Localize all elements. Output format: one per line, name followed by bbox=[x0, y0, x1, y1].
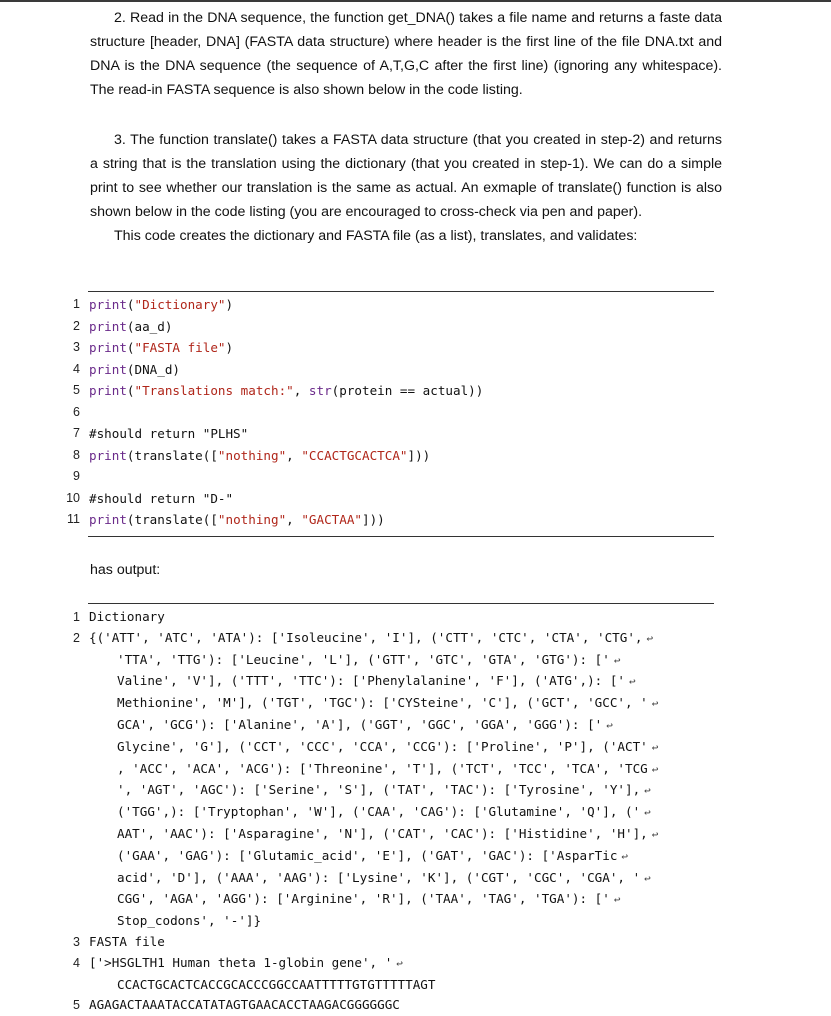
output-text: FASTA file bbox=[89, 933, 165, 949]
return-arrow-icon: ↩ bbox=[644, 806, 651, 820]
output-text: Methionine', 'M'], ('TGT', 'TGC'): ['CYSteine', 'C'], ('GCT', 'GCC', ' bbox=[117, 695, 648, 711]
output-text: Glycine', 'G'], ('CCT', 'CCC', 'CCA', 'CCG'): ['Proline', 'P'], ('ACT' bbox=[117, 738, 648, 754]
return-arrow-icon: ↩ bbox=[646, 631, 654, 645]
line-number: 8 bbox=[73, 447, 80, 462]
step-2-paragraph bbox=[90, 6, 722, 102]
code-listing-top-rule bbox=[88, 291, 714, 292]
return-arrow-icon: ↩ bbox=[621, 849, 629, 863]
code-line bbox=[60, 445, 740, 467]
code-text: print(DNA_d) bbox=[89, 361, 180, 377]
code-text: print("Translations match:", str(protein == actual)) bbox=[89, 383, 484, 398]
return-arrow-icon: ↩ bbox=[644, 784, 651, 798]
output-line bbox=[60, 628, 760, 932]
code-text: print("Dictionary") bbox=[89, 297, 234, 312]
output-line bbox=[60, 995, 760, 1016]
return-arrow-icon: ↩ bbox=[396, 956, 403, 970]
output-text: GCA', 'GCG'): ['Alanine', 'A'], ('GGT', 'GGC', 'GGA', 'GGG'): [' bbox=[117, 716, 603, 732]
code-line bbox=[60, 488, 740, 510]
return-arrow-icon: ↩ bbox=[613, 893, 621, 907]
output-text: acid', 'D'], ('AAA', 'AAG'): ['Lysine', 'K'], ('CGT', 'CGC', 'CGA', ' bbox=[117, 869, 641, 885]
code-line bbox=[60, 316, 740, 338]
output-text-segment bbox=[117, 889, 760, 911]
output-text: ('GAA', 'GAG'): ['Glutamic_acid', 'E'], ('GAT', 'GAC'): ['AsparTic bbox=[117, 847, 618, 863]
return-arrow-icon: ↩ bbox=[606, 718, 613, 732]
output-text: {('ATT', 'ATC', 'ATA'): ['Isoleucine', 'I'], ('CTT', 'CTC', 'CTA', 'CTG', bbox=[89, 629, 643, 645]
line-number: 5 bbox=[73, 383, 80, 397]
line-number: 2 bbox=[73, 318, 80, 333]
line-number: 3 bbox=[73, 340, 80, 354]
intro-text: This code creates the dictionary and FASTA file (as a list), translates, and validates: bbox=[114, 228, 638, 244]
output-text: ['>HSGLTH1 Human theta 1-globin gene', ' bbox=[89, 954, 393, 970]
code-text: #should return "D-" bbox=[89, 490, 234, 506]
output-text-segment bbox=[117, 737, 760, 759]
output-text-segment bbox=[117, 671, 760, 693]
output-text-segment bbox=[89, 953, 760, 975]
output-text-segment bbox=[117, 911, 760, 932]
output-listing bbox=[60, 607, 760, 1016]
output-text: CGG', 'AGA', 'AGG'): ['Arginine', 'R'], ('TAA', 'TAG', 'TGA'): [' bbox=[117, 891, 610, 907]
output-text: AGAGACTAAATACCATATAGTGAACACCTAAGACGGGGGGC bbox=[89, 997, 400, 1013]
output-text: CCACTGCACTCACCGCACCCGGCCAATTTTTGTGTTTTTAGT bbox=[117, 976, 436, 992]
code-listing-bottom-rule bbox=[88, 536, 714, 537]
output-text-segment bbox=[117, 759, 760, 781]
code-listing bbox=[60, 294, 740, 531]
output-text-segment bbox=[89, 995, 760, 1016]
code-text: print("FASTA file") bbox=[89, 340, 234, 355]
output-text: AAT', 'AAC'): ['Asparagine', 'N'], ('CAT', 'CAC'): ['Histidine', 'H'], bbox=[117, 825, 648, 841]
output-line bbox=[60, 953, 760, 996]
line-number: 2 bbox=[73, 630, 80, 645]
code-line bbox=[60, 337, 740, 359]
code-line bbox=[60, 294, 740, 316]
return-arrow-icon: ↩ bbox=[651, 697, 659, 711]
output-text-segment bbox=[117, 868, 760, 890]
line-number: 7 bbox=[73, 426, 80, 440]
has-output-label: has output: bbox=[90, 562, 161, 578]
output-text: , 'ACC', 'ACA', 'ACG'): ['Threonine', 'T'], ('TCT', 'TCC', 'TCA', 'TCG bbox=[117, 760, 648, 776]
step-3-text: 3. The function translate() takes a FASTA data structure (that you created in step-2) and returns a string that is the translation using the dictionary (that you created in step-1). We can do a simple print to see whether our translation is the same as actual. An exmaple of translate() function is also shown below in the code listing (you are encouraged to cross-check via pen and paper). bbox=[90, 132, 722, 220]
step-2-text: 2. Read in the DNA sequence, the function get_DNA() takes a file name and returns a faste data structure [header, DNA] (FASTA data structure) where header is the first line of the file DNA.txt and DNA is the DNA sequence (the sequence of A,T,G,C after the first line) (ignoring any whitespace). The read-in FASTA sequence is also shown below in the code listing. bbox=[90, 10, 722, 98]
output-text-segment bbox=[117, 715, 760, 737]
output-text-segment bbox=[117, 780, 760, 802]
output-text-segment bbox=[117, 802, 760, 824]
output-line bbox=[60, 607, 760, 628]
output-text-segment bbox=[117, 824, 760, 846]
step-3-paragraph bbox=[90, 128, 722, 248]
line-number: 6 bbox=[73, 404, 80, 419]
line-number: 9 bbox=[73, 469, 80, 483]
code-text: print(translate(["nothing", "GACTAA"])) bbox=[89, 512, 385, 527]
output-text-segment bbox=[117, 693, 760, 715]
line-number: 1 bbox=[73, 297, 80, 311]
line-number: 11 bbox=[67, 512, 80, 526]
line-number: 10 bbox=[66, 490, 80, 505]
return-arrow-icon: ↩ bbox=[651, 827, 659, 841]
output-text-segment bbox=[89, 628, 760, 650]
output-text: ', 'AGT', 'AGC'): ['Serine', 'S'], ('TAT', 'TAC'): ['Tyrosine', 'Y'], bbox=[117, 782, 641, 798]
code-line bbox=[60, 402, 740, 424]
line-number: 5 bbox=[73, 998, 80, 1013]
code-text: print(aa_d) bbox=[89, 318, 173, 334]
code-line bbox=[60, 466, 740, 488]
output-text: Dictionary bbox=[89, 609, 165, 624]
output-text-segment bbox=[89, 932, 760, 953]
output-text-segment bbox=[117, 650, 760, 672]
output-listing-top-rule bbox=[88, 603, 714, 604]
output-text: ('TGG',): ['Tryptophan', 'W'], ('CAA', 'CAG'): ['Glutamine', 'Q'], (' bbox=[117, 804, 641, 820]
code-text: #should return "PLHS" bbox=[89, 426, 249, 441]
code-line bbox=[60, 509, 740, 531]
code-line bbox=[60, 359, 740, 381]
output-text: Valine', 'V'], ('TTT', 'TTC'): ['Phenylalanine', 'F'], ('ATG',): [' bbox=[117, 673, 625, 689]
return-arrow-icon: ↩ bbox=[651, 740, 659, 754]
return-arrow-icon: ↩ bbox=[613, 653, 621, 667]
line-number: 1 bbox=[73, 610, 80, 624]
return-arrow-icon: ↩ bbox=[644, 871, 651, 885]
output-line bbox=[60, 932, 760, 953]
output-text-segment bbox=[117, 975, 760, 996]
code-line bbox=[60, 380, 740, 402]
line-number: 4 bbox=[73, 361, 80, 376]
return-arrow-icon: ↩ bbox=[629, 675, 636, 689]
output-text: 'TTA', 'TTG'): ['Leucine', 'L'], ('GTT', 'GTC', 'GTA', 'GTG'): [' bbox=[117, 651, 610, 667]
output-text-segment bbox=[89, 607, 760, 628]
output-text-segment bbox=[117, 846, 760, 868]
code-line bbox=[60, 423, 740, 445]
line-number: 4 bbox=[73, 955, 80, 970]
return-arrow-icon: ↩ bbox=[651, 762, 659, 776]
code-text: print(translate(["nothing", "CCACTGCACTCA"])) bbox=[89, 447, 431, 463]
line-number: 3 bbox=[73, 934, 80, 949]
page-top-rule bbox=[0, 0, 831, 2]
output-text: Stop_codons', '-']} bbox=[117, 913, 262, 929]
